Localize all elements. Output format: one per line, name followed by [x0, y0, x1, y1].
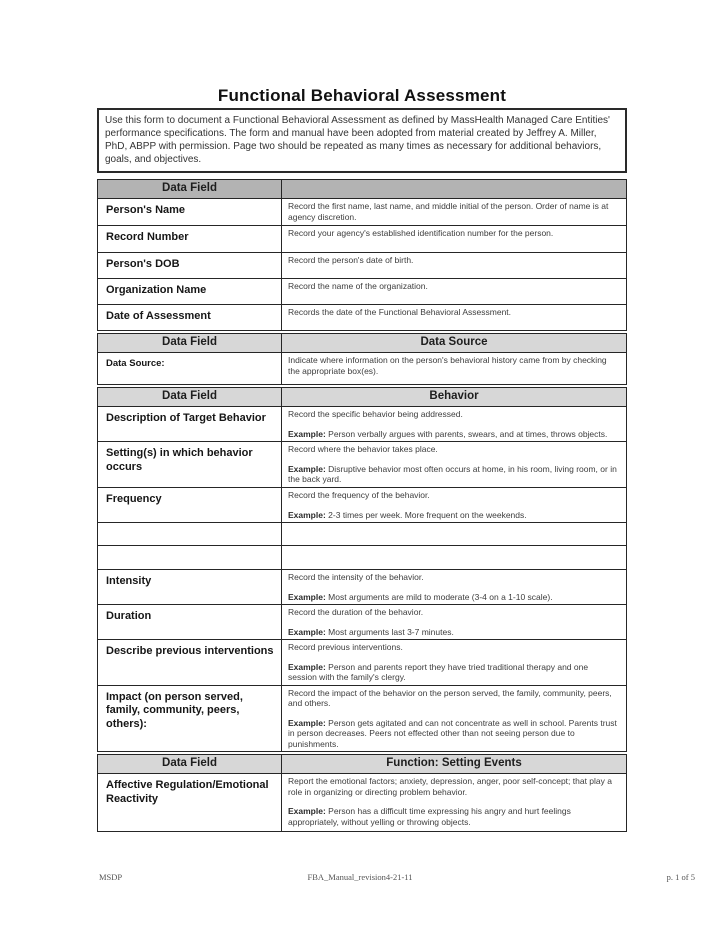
field-description — [282, 546, 626, 569]
field-description: Record the person's date of birth. — [288, 255, 414, 265]
field-description: Records the date of the Functional Behavioral Assessment. — [288, 307, 512, 317]
table-row-empty — [98, 523, 626, 546]
table-row — [98, 305, 626, 330]
example-text: Example: Disruptive behavior most often occurs at home, in his room, living room, or in the back yard. — [288, 463, 617, 484]
table-row — [98, 774, 626, 831]
field-label: Describe previous interventions — [98, 640, 282, 685]
field-description: Record previous interventions. Example: Person and parents report they have tried traditional therapy and one session with the family's clergy. — [282, 640, 626, 685]
field-label: Frequency — [98, 488, 282, 522]
field-description: Indicate where information on the person's behavioral history came from by checking the appropriate box(es). — [288, 355, 607, 376]
footer-document-name: FBA_Manual_revision4-21-11 — [307, 872, 413, 882]
field-description: Record the name of the organization. — [288, 281, 428, 291]
table-header-row — [98, 180, 626, 199]
table-header-row — [98, 334, 626, 353]
table-data-source — [97, 333, 627, 385]
example-text: Example: Most arguments are mild to moderate (3-4 on a 1-10 scale). — [288, 591, 553, 602]
table-row — [98, 199, 626, 226]
example-text: Example: Most arguments last 3-7 minutes. — [288, 626, 454, 637]
header-blank — [282, 180, 626, 198]
field-label: Record Number — [98, 226, 282, 252]
table-header-row — [98, 755, 626, 774]
footer-org-label: MSDP — [99, 872, 123, 882]
table-row — [98, 488, 626, 523]
table-row — [98, 442, 626, 488]
table-function-setting-events — [97, 754, 627, 832]
header-data-source: Data Source — [282, 334, 626, 352]
field-description: Record the impact of the behavior on the person served, the family, community, peers, and others. Example: Person gets agitated and can not concentrate as well in school. Parents trust in person decreases. Peers not effected other than not seeing person due to punishments. — [288, 687, 617, 749]
table-row-empty — [98, 546, 626, 570]
field-label: Setting(s) in which behavior occurs — [98, 442, 282, 487]
table-row — [98, 686, 626, 752]
field-description: Record the specific behavior being addressed. Example: Person verbally argues with parents, swears, and at times, throws objects. — [282, 407, 626, 441]
example-text: Example: Person gets agitated and can not concentrate as well in school. Parents trust in person decreases. Peers not effected other than not seeing person due to punishments. — [288, 717, 617, 749]
field-description: Record your agency's established identification number for the person. — [288, 228, 554, 238]
field-description — [282, 523, 626, 545]
header-data-field: Data Field — [98, 180, 282, 198]
table-row — [98, 605, 626, 640]
header-function-setting-events: Function: Setting Events — [282, 755, 626, 773]
example-text: Example: Person has a difficult time expressing his angry and hurt feelings appropriately, without yelling or throwing objects. — [288, 806, 571, 827]
example-text: Example: 2-3 times per week. More frequent on the weekends. — [288, 509, 527, 520]
field-label — [98, 523, 282, 545]
field-label: Person's Name — [98, 199, 282, 225]
table-row — [98, 279, 626, 305]
example-text: Example: Person verbally argues with parents, swears, and at times, throws objects. — [288, 428, 608, 439]
header-data-field: Data Field — [98, 388, 282, 406]
table-row — [98, 407, 626, 442]
page-title: Functional Behavioral Assessment — [217, 86, 507, 105]
field-label: Data Source: — [98, 353, 282, 384]
field-label: Intensity — [98, 570, 282, 604]
table-row — [98, 570, 626, 605]
field-description: Record the intensity of the behavior. Example: Most arguments are mild to moderate (3-4 on a 1-10 scale). — [282, 570, 626, 604]
field-label: Duration — [98, 605, 282, 639]
table-behavior — [97, 387, 627, 752]
field-label: Impact (on person served, family, community, peers, others): — [98, 686, 282, 752]
footer-page-number: p. 1 of 5 — [666, 872, 695, 882]
intro-paragraph: Use this form to document a Functional Behavioral Assessment as defined by MassHealth Managed Care Entities' performance specifications. The form and manual have been adopted from material created by Jeffrey A. Miller, PhD, ABPP with permission. Page two should be repeated as many times as necessary for additional behaviors, goals, and objectives. — [97, 108, 627, 173]
header-data-field: Data Field — [98, 334, 282, 352]
field-description: Report the emotional factors; anxiety, depression, anger, poor self-concept; that play a role in organizing or directing problem behavior. Example: Person has a difficult time expressing his angry and hurt feelings appropriately, without yelling or throwing objects. — [282, 774, 626, 831]
table-row — [98, 640, 626, 686]
field-description: Record the duration of the behavior. Example: Most arguments last 3-7 minutes. — [282, 605, 626, 639]
field-label: Affective Regulation/Emotional Reactivity — [98, 774, 282, 831]
field-label: Date of Assessment — [98, 305, 282, 330]
table-header-row — [98, 388, 626, 407]
header-behavior: Behavior — [282, 388, 626, 406]
table-row — [98, 226, 626, 253]
field-description: Record the first name, last name, and middle initial of the person. Order of name is at agency discretion. — [288, 201, 609, 222]
field-description: Record the frequency of the behavior. Example: 2-3 times per week. More frequent on the weekends. — [282, 488, 626, 522]
header-data-field: Data Field — [98, 755, 282, 773]
field-label: Description of Target Behavior — [98, 407, 282, 441]
field-description: Record where the behavior takes place. Example: Disruptive behavior most often occurs at home, in his room, living room, or in the back yard. — [288, 444, 617, 484]
page-content — [97, 86, 627, 832]
field-label: Organization Name — [98, 279, 282, 304]
table-data-field — [97, 179, 627, 331]
table-row — [98, 353, 626, 384]
table-row — [98, 253, 626, 279]
field-label: Person's DOB — [98, 253, 282, 278]
example-text: Example: Person and parents report they have tried traditional therapy and one session with the family's clergy. — [288, 661, 589, 682]
field-label — [98, 546, 282, 569]
